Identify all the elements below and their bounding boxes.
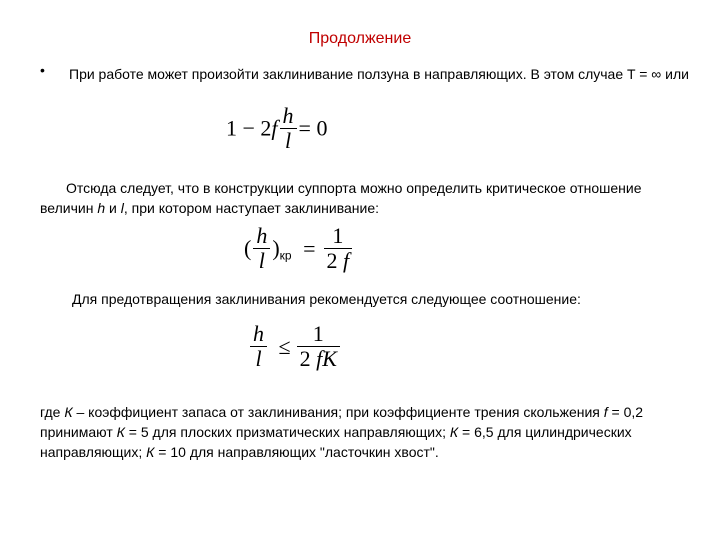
equation-2 (244, 224, 354, 273)
eq3-left-fraction (250, 322, 267, 371)
eq2-right-numerator: 1 (332, 223, 344, 248)
eq3-numerator: h (253, 321, 264, 346)
paragraph-safety-factor: где К – коэффициент запаса от заклинивания; при коэффициенте трения скольжения f = 0,2 принимают К = 5 для плоских призматических направляющих; К = 6,5 для цилиндрических направляющих; К = 10 для направляющих "ласточкин хвост". (40, 404, 644, 460)
paragraph-prevention: Для предотвращения заклинивания рекомендуется следующее соотношение: (72, 291, 581, 307)
eq2-right-fraction (324, 224, 353, 273)
eq1-right: = 0 (298, 115, 328, 141)
eq1-denominator: l (284, 128, 292, 153)
slide-title: Продолжение (308, 30, 412, 47)
eq2-right-denominator: 2 f (326, 248, 350, 273)
eq1-numerator: h (282, 103, 294, 128)
equation-1 (226, 104, 327, 153)
bullet-marker: • (40, 62, 45, 78)
var-l: l (120, 200, 124, 216)
eq1-f: f (271, 115, 278, 141)
equation-3 (248, 322, 342, 371)
eq3-right-fraction (297, 322, 340, 371)
eq2-left-fraction (253, 224, 270, 273)
var-h: h (97, 200, 106, 216)
bullet-text: При работе может произойти заклинивание ползуна в направляющих. В этом случае T = ∞ или (69, 66, 689, 82)
eq2-close-paren: ) (272, 235, 280, 261)
eq2-open-paren: ( (244, 235, 252, 261)
eq3-right-denominator: 2 fK (299, 346, 337, 371)
eq3-right-numerator: 1 (312, 321, 324, 346)
eq3-operator: ≤ (278, 333, 291, 359)
eq1-fraction (280, 104, 297, 153)
eq3-denominator: l (255, 346, 262, 371)
eq2-subscript: кр (279, 248, 292, 263)
eq2-denominator: l (258, 248, 265, 273)
eq2-equals: = (303, 235, 316, 261)
eq2-numerator: h (256, 223, 268, 248)
eq1-left: 1 − 2 (226, 115, 272, 141)
paragraph-critical-ratio: Отсюда следует, что в конструкции суппорта можно определить критическое отношение величин h и l, при котором наступает заклинивание: (40, 180, 642, 216)
